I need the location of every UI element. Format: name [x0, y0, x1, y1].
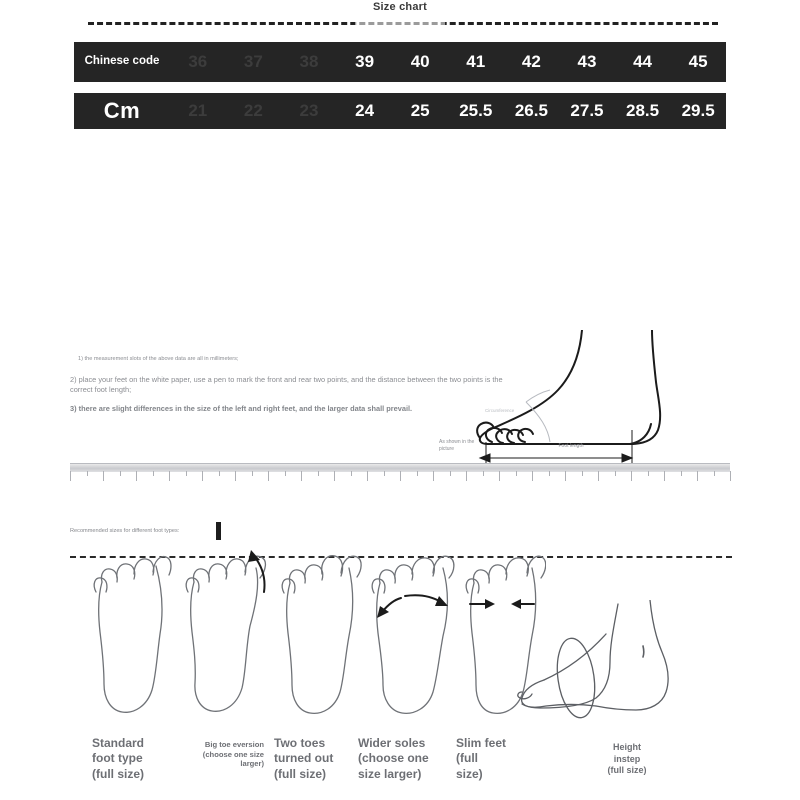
cell-cm-4: 25	[410, 101, 430, 120]
caption-two-toes-line-3: (full size)	[274, 766, 327, 781]
cell-chinese-3: 39	[355, 52, 375, 71]
cell-chinese-6: 42	[521, 52, 541, 71]
row-label-cm: Cm	[103, 98, 141, 124]
side-foot-diagram	[430, 330, 760, 475]
caption-instep-line-1: Height	[613, 742, 641, 752]
as-shown-in-picture-label: As shown in the picture	[439, 439, 475, 452]
caption-standard-line-1: Standard	[92, 736, 145, 750]
foot-illustration-height-instep	[510, 600, 710, 745]
size-table-row-chinese-code	[74, 42, 726, 82]
caption-wider-line-1: Wider soles	[358, 736, 426, 750]
cell-chinese-5: 41	[466, 52, 486, 71]
page-title: Size chart	[373, 1, 427, 13]
note-item-1: 1) the measurement slots of the above data are all in millimeters;	[78, 356, 239, 362]
caption-two-toes-line-1: Two toes	[274, 736, 326, 750]
side-foot-illustration	[430, 330, 760, 475]
cell-chinese-2: 38	[299, 52, 319, 71]
caption-big-toe-line-1: Big toe eversion	[204, 740, 264, 749]
caption-wider-soles	[358, 736, 440, 782]
cell-chinese-4: 40	[410, 52, 430, 71]
cell-cm-1: 22	[243, 101, 263, 120]
caption-height-instep	[588, 742, 666, 777]
cell-cm-8: 28.5	[626, 101, 660, 120]
caption-instep-line-3: (full size)	[607, 765, 647, 776]
ruler-ticks	[70, 471, 730, 483]
foot-type-illustrations	[60, 548, 740, 748]
caption-two-toes-line-2: turned out	[274, 751, 334, 766]
note-item-2: 2) place your feet on the white paper, use a pen to mark the front and rear two points, and the distance between the two points is the correct foot length;	[70, 374, 503, 394]
row-label-chinese-code	[74, 55, 170, 68]
caption-standard-line-2: foot type	[92, 751, 143, 766]
caption-big-toe-line-2: (choose one size	[202, 749, 264, 759]
row-label-line-1: Chinese	[84, 55, 130, 68]
cell-cm-6: 26.5	[514, 101, 548, 120]
cell-cm-9: 29.5	[681, 101, 715, 120]
caption-two-toes-turned-out	[274, 736, 354, 782]
cell-cm-2: 23	[299, 101, 319, 120]
chinese-code-cells	[170, 52, 726, 72]
cell-chinese-1: 37	[243, 52, 263, 71]
foot-length-label: Foot length	[558, 443, 584, 449]
foot-illustration-big-toe-eversion	[180, 548, 270, 720]
circumference-label: Circumference	[485, 408, 515, 413]
caption-slim-line-1: Slim feet	[456, 736, 507, 750]
recommended-marker-bar	[216, 522, 221, 540]
cell-chinese-9: 45	[688, 52, 708, 71]
cell-cm-3: 24	[355, 101, 375, 120]
cell-cm-0: 21	[188, 101, 208, 120]
caption-wider-line-2: (choose one	[358, 751, 429, 766]
caption-standard	[92, 736, 172, 782]
cell-chinese-7: 43	[577, 52, 597, 71]
caption-slim-line-3: size)	[456, 766, 483, 781]
recommended-sizes-label: Recommended sizes for different foot types:	[70, 528, 180, 534]
caption-big-toe-eversion	[178, 740, 264, 769]
cell-chinese-8: 44	[633, 52, 652, 71]
caption-slim-line-2: (full	[456, 751, 478, 766]
caption-wider-line-3: size larger)	[358, 766, 422, 781]
size-table-row-cm	[74, 93, 726, 129]
foot-illustration-wider-soles	[365, 548, 457, 720]
title-dash-mask	[355, 17, 445, 29]
cell-cm-7: 27.5	[570, 101, 604, 120]
cell-cm-5: 25.5	[459, 101, 493, 120]
caption-slim-feet	[456, 736, 518, 782]
foot-illustration-two-toes-turned-out	[275, 548, 363, 720]
cm-cells	[170, 101, 726, 121]
cell-chinese-0: 36	[188, 52, 208, 71]
note-item-3: 3) there are slight differences in the size of the left and right feet, and the larger data shall prevail.	[70, 403, 413, 413]
caption-standard-line-3: (full size)	[92, 766, 145, 781]
foot-illustration-standard	[86, 548, 172, 720]
caption-big-toe-line-3: larger)	[240, 759, 264, 769]
row-label-line-2: code	[132, 55, 160, 68]
caption-instep-line-2: instep	[613, 753, 641, 764]
